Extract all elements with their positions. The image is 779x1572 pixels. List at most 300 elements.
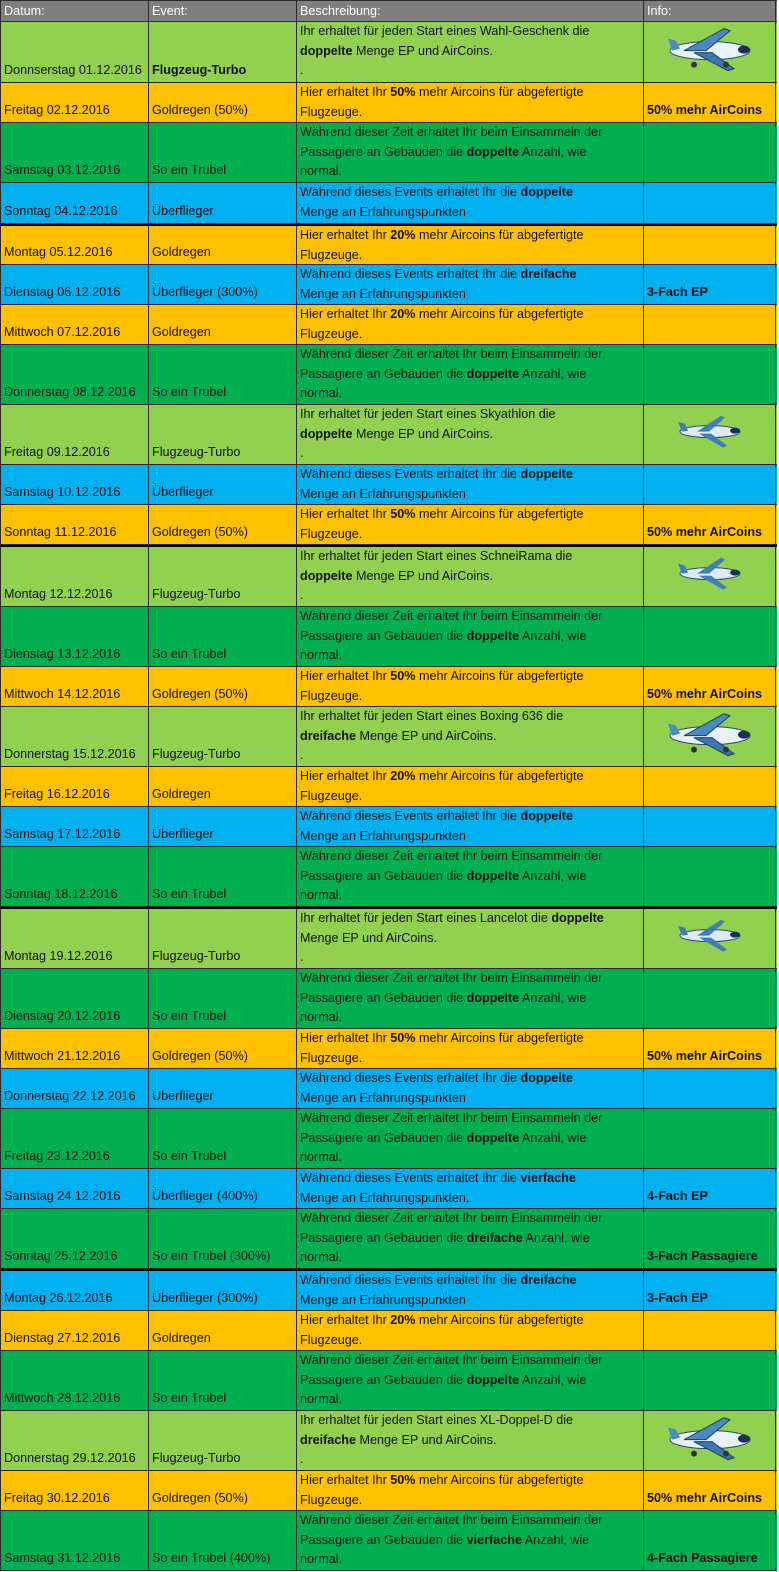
description-text: Menge EP und AirCoins. [356,1432,497,1447]
info-cell [644,405,776,464]
date-cell: Samstag 17.12.2016 [0,807,149,846]
description-cell [297,707,644,766]
description-text: Ihr erhaltet für jeden Start eines XL-Doppel-D die [300,1413,574,1427]
description-cell [297,607,644,666]
description-text: Passagiere an Gebäuden die [300,990,467,1005]
description-text: Anzahl, wie [521,1532,590,1547]
description-text: Menge an Erfahrungspunkten [300,828,466,843]
event-cell: So ein Trubel [149,345,297,404]
description-text: Hier erhaltet Ihr [300,669,391,683]
date-cell: Freitag 30.12.2016 [0,1471,149,1510]
description-text: normal. [300,386,342,401]
description-emphasis: 50% [390,85,416,99]
description-cell [297,226,644,264]
description-emphasis: doppelte [466,868,520,883]
date-cell: Donnerstag 29.12.2016 [0,1411,149,1470]
info-cell [644,767,776,806]
table-row [0,907,777,969]
table-row [0,505,777,545]
table-row [0,1169,777,1209]
description-cell [297,183,644,223]
description-text: Anzahl, wie [519,1372,587,1387]
description-text: Ihr erhaltet für jeden Start eines Boxing 636 die [300,709,564,723]
event-cell: Überflieger [149,183,297,223]
description-cell [297,305,644,344]
description-emphasis: doppelte [300,568,353,583]
description-emphasis: 50% [390,669,416,683]
info-cell [644,1471,776,1510]
description-text: Während dieser Zeit erhaltet Ihr beim Einsammeln der [300,347,603,361]
description-text: mehr Aircoins für abgefertigte [415,1473,584,1487]
date-cell: Donnserstag 01.12.2016 [0,22,149,82]
description-text: Hier erhaltet Ihr [300,1313,391,1327]
table-row [0,1511,777,1571]
description-text: Anzahl, wie [519,990,587,1005]
description-text: Während dieses Events erhaltet Ihr die [300,267,521,281]
date-cell: Sonntag 25.12.2016 [0,1209,149,1268]
event-cell: Überflieger [149,1069,297,1108]
description-text: normal. [300,1150,342,1165]
event-cell: Goldregen [149,305,297,344]
info-cell [644,465,776,504]
header-event: Event: [149,1,297,21]
description-text: Während dieser Zeit erhaltet Ihr beim Einsammeln der [300,1353,603,1367]
header-info: Info: [644,1,776,21]
description-text: Hier erhaltet Ihr [300,228,391,242]
info-cell [644,1209,776,1268]
event-cell: Flugzeug-Turbo [149,22,297,82]
description-text: Während dieser Zeit erhaltet Ihr beim Einsammeln der [300,849,603,863]
table-row [0,1351,777,1411]
info-label: 50% mehr AirCoins [647,1049,763,1064]
description-text: Menge EP und AirCoins. [300,930,437,945]
date-cell: Mittwoch 14.12.2016 [0,667,149,706]
description-text: normal. [300,648,342,663]
description-emphasis: doppelte [466,366,520,381]
date-cell: Freitag 16.12.2016 [0,767,149,806]
info-label: 50% mehr AirCoins [647,1491,763,1506]
date-cell: Sonntag 18.12.2016 [0,847,149,906]
description-text: . [300,588,304,603]
description-cell [297,1169,644,1208]
description-text: Während dieses Events erhaltet Ihr die [300,1171,521,1185]
info-label: 50% mehr AirCoins [647,525,763,540]
description-text: Hier erhaltet Ihr [300,307,391,321]
date-cell: Mittwoch 21.12.2016 [0,1029,149,1068]
description-text: normal. [300,164,342,179]
description-emphasis: 20% [390,307,416,321]
table-row [0,1209,777,1269]
description-emphasis: 20% [390,1313,416,1327]
event-cell: Goldregen [149,1311,297,1350]
description-text: Ihr erhaltet für jeden Start eines Wahl-Geschenk die [300,24,590,38]
description-text: mehr Aircoins für abgefertigte [415,307,584,321]
event-cell: Goldregen (50%) [149,1471,297,1510]
description-text: Menge an Erfahrungspunkten [300,204,466,219]
description-emphasis: dreifache [466,1230,523,1245]
table-row [0,83,777,123]
description-cell [297,405,644,464]
info-cell [644,847,776,906]
description-text: mehr Aircoins für abgefertigte [415,228,584,242]
description-cell [297,909,644,968]
description-cell [297,1471,644,1510]
description-cell [297,1351,644,1410]
description-emphasis: dreifache [300,728,356,743]
event-cell: Überflieger (400%) [149,1169,297,1208]
description-cell [297,767,644,806]
description-text: . [300,446,304,461]
description-emphasis: vierfache [466,1532,522,1547]
info-cell [644,265,776,304]
description-emphasis: doppelte [466,1130,520,1145]
description-cell [297,547,644,606]
description-text: normal. [300,1552,342,1567]
description-text: Während dieses Events erhaltet Ihr die [300,1071,521,1085]
table-row [0,807,777,847]
info-cell [644,305,776,344]
description-emphasis: doppelte [520,467,573,481]
description-text: Menge an Erfahrungspunkten [300,486,466,501]
info-cell [644,547,776,606]
description-text: normal. [300,1250,342,1265]
info-label: 3-Fach EP [647,1291,708,1306]
date-cell: Freitag 02.12.2016 [0,83,149,122]
date-cell: Freitag 23.12.2016 [0,1109,149,1168]
date-cell: Dienstag 13.12.2016 [0,607,149,666]
description-text: mehr Aircoins für abgefertigte [415,1313,584,1327]
description-emphasis: dreifache [520,1273,577,1287]
description-text: Während dieses Events erhaltet Ihr die [300,185,521,199]
description-cell [297,1311,644,1350]
description-text: Während dieser Zeit erhaltet Ihr beim Einsammeln der [300,125,603,139]
description-text: mehr Aircoins für abgefertigte [415,85,584,99]
description-text: Anzahl, wie [519,366,587,381]
xl-doppel-d-plane-icon [664,1411,756,1470]
description-text: Anzahl, wie [519,144,587,159]
table-row [0,969,777,1029]
description-text: Flugzeuge. [300,1332,363,1347]
description-text: Flugzeuge. [300,788,363,803]
description-text: Hier erhaltet Ihr [300,507,391,521]
table-row [0,345,777,405]
table-row [0,465,777,505]
boxing-636-plane-icon [664,707,756,766]
description-emphasis: doppelte [466,990,520,1005]
description-text: mehr Aircoins für abgefertigte [415,507,584,521]
description-emphasis: 50% [390,1031,416,1045]
description-emphasis: 20% [390,228,416,242]
info-cell [644,1029,776,1068]
event-cell: Goldregen [149,767,297,806]
description-text: Flugzeuge. [300,526,363,541]
info-cell [644,807,776,846]
description-text: . [300,950,304,965]
info-cell [644,1411,776,1470]
date-cell: Montag 19.12.2016 [0,909,149,968]
event-cell: So ein Trubel [149,847,297,906]
description-emphasis: dreifache [300,1432,356,1447]
description-text: Flugzeuge. [300,326,363,341]
description-text: . [300,1452,304,1467]
skyathlon-plane-icon [675,409,745,460]
description-cell [297,505,644,544]
table-row [0,183,777,224]
table-row [0,707,777,767]
info-label: 3-Fach Passagiere [647,1249,758,1264]
date-cell: Dienstag 06.12.2016 [0,265,149,304]
description-cell [297,345,644,404]
table-row [0,123,777,183]
description-emphasis: doppelte [520,185,573,199]
event-cell: Flugzeug-Turbo [149,707,297,766]
event-cell: So ein Trubel [149,1351,297,1410]
table-row [0,305,777,345]
description-cell [297,83,644,122]
event-cell: So ein Trubel (300%) [149,1209,297,1268]
description-cell [297,847,644,906]
info-cell [644,345,776,404]
description-text: Während dieses Events erhaltet Ihr die [300,809,521,823]
description-text: normal. [300,888,342,903]
date-cell: Mittwoch 07.12.2016 [0,305,149,344]
event-cell: Goldregen (50%) [149,505,297,544]
description-text: Passagiere an Gebäuden die [300,1372,467,1387]
description-text: Passagiere an Gebäuden die [300,366,467,381]
date-cell: Freitag 09.12.2016 [0,405,149,464]
description-emphasis: doppelte [466,1372,520,1387]
description-text: Hier erhaltet Ihr [300,85,391,99]
description-cell [297,667,644,706]
info-cell [644,226,776,264]
description-cell [297,1411,644,1470]
table-row [0,1411,777,1471]
info-cell [644,505,776,544]
date-cell: Sonntag 04.12.2016 [0,183,149,223]
table-row [0,265,777,305]
table-row [0,847,777,907]
info-label: 50% mehr AirCoins [647,103,763,118]
description-text: Während dieser Zeit erhaltet Ihr beim Einsammeln der [300,1513,603,1527]
description-emphasis: 50% [390,1473,416,1487]
description-emphasis: doppelte [300,426,353,441]
description-text: Flugzeuge. [300,247,363,262]
description-text: Anzahl, wie [522,1230,590,1245]
description-text: Passagiere an Gebäuden die [300,144,467,159]
event-cell: Goldregen (50%) [149,83,297,122]
description-text: Ihr erhaltet für jeden Start eines Skyathlon die [300,407,556,421]
info-cell [644,969,776,1028]
description-cell [297,1511,644,1570]
date-cell: Montag 05.12.2016 [0,226,149,264]
description-emphasis: dreifache [520,267,577,281]
description-text: Anzahl, wie [519,628,587,643]
header-beschreibung: Beschreibung: [297,1,644,21]
table-row [0,1311,777,1351]
description-emphasis: vierfache [520,1171,576,1185]
schneirama-plane-icon [675,551,745,602]
description-text: Anzahl, wie [519,1130,587,1145]
table-row [0,405,777,465]
description-emphasis: doppelte [520,809,573,823]
description-text: mehr Aircoins für abgefertigte [415,1031,584,1045]
description-cell [297,465,644,504]
description-text: Menge an Erfahrungspunkten [300,1090,466,1105]
description-text: Während dieses Events erhaltet Ihr die [300,1273,521,1287]
table-row [0,1471,777,1511]
description-text: Menge EP und AirCoins. [352,568,493,583]
description-text: Menge an Erfahrungspunkten [300,1292,466,1307]
event-cell: So ein Trubel (400%) [149,1511,297,1570]
description-emphasis: doppelte [520,1071,573,1085]
date-cell: Donnerstag 08.12.2016 [0,345,149,404]
info-cell [644,1109,776,1168]
date-cell: Donnerstag 22.12.2016 [0,1069,149,1108]
event-cell: So ein Trubel [149,969,297,1028]
description-text: Flugzeuge. [300,688,363,703]
description-text: Hier erhaltet Ihr [300,769,391,783]
info-cell [644,607,776,666]
info-cell [644,1311,776,1350]
description-text: . [300,63,304,78]
event-cell: Überflieger [149,807,297,846]
description-text: Während dieser Zeit erhaltet Ihr beim Einsammeln der [300,609,603,623]
description-emphasis: doppelte [466,144,520,159]
event-cell: Flugzeug-Turbo [149,405,297,464]
table-row [0,767,777,807]
event-cell: Flugzeug-Turbo [149,547,297,606]
wahl-geschenk-plane-icon [664,22,756,82]
description-emphasis: 50% [390,507,416,521]
description-text: Menge EP und AirCoins. [352,426,493,441]
info-label: 3-Fach EP [647,285,708,300]
info-cell [644,909,776,968]
description-text: . [300,748,304,763]
info-cell [644,1271,776,1310]
date-cell: Montag 26.12.2016 [0,1271,149,1310]
description-text: Hier erhaltet Ihr [300,1473,391,1487]
table-row [0,607,777,667]
description-text: Menge an Erfahrungspunkten. [300,1190,470,1205]
description-cell [297,123,644,182]
date-cell: Donnerstag 15.12.2016 [0,707,149,766]
description-cell [297,1069,644,1108]
description-emphasis: doppelte [551,911,604,925]
table-row [0,1109,777,1169]
date-cell: Samstag 10.12.2016 [0,465,149,504]
description-text: Flugzeuge. [300,104,363,119]
date-cell: Dienstag 27.12.2016 [0,1311,149,1350]
description-emphasis: doppelte [300,43,353,58]
event-cell: Überflieger (300%) [149,265,297,304]
description-cell [297,265,644,304]
description-cell [297,1029,644,1068]
event-cell: Flugzeug-Turbo [149,909,297,968]
date-cell: Sonntag 11.12.2016 [0,505,149,544]
event-cell: So ein Trubel [149,123,297,182]
table-row [0,1029,777,1069]
table-row [0,667,777,707]
table-row [0,545,777,607]
date-cell: Samstag 03.12.2016 [0,123,149,182]
description-text: Ihr erhaltet für jeden Start eines Lancelot die [300,911,552,925]
event-cell: So ein Trubel [149,1109,297,1168]
description-text: Menge an Erfahrungspunkten [300,286,466,301]
description-text: mehr Aircoins für abgefertigte [415,669,584,683]
description-emphasis: 20% [390,769,416,783]
description-cell [297,969,644,1028]
description-emphasis: doppelte [466,628,520,643]
description-text: Menge EP und AirCoins. [356,728,497,743]
lancelot-plane-icon [675,913,745,964]
info-cell [644,1169,776,1208]
description-text: Flugzeuge. [300,1492,363,1507]
date-cell: Dienstag 20.12.2016 [0,969,149,1028]
description-text: normal. [300,1010,342,1025]
description-cell [297,1271,644,1310]
description-cell [297,1109,644,1168]
description-text: Passagiere an Gebäuden die [300,1532,467,1547]
date-cell: Samstag 24.12.2016 [0,1169,149,1208]
table-row [0,1069,777,1109]
description-text: Hier erhaltet Ihr [300,1031,391,1045]
info-cell [644,183,776,223]
event-cell: Überflieger [149,465,297,504]
description-text: Menge EP und AirCoins. [352,43,493,58]
description-text: Passagiere an Gebäuden die [300,1230,467,1245]
info-cell [644,1069,776,1108]
info-cell [644,1351,776,1410]
table-body [0,22,777,1571]
description-text: Passagiere an Gebäuden die [300,868,467,883]
description-cell [297,22,644,82]
description-text: Während dieser Zeit erhaltet Ihr beim Einsammeln der [300,1211,603,1225]
description-text: Passagiere an Gebäuden die [300,628,467,643]
header-datum: Datum: [0,1,149,21]
info-label: 4-Fach EP [647,1189,708,1204]
description-text: Während dieser Zeit erhaltet Ihr beim Einsammeln der [300,971,603,985]
date-cell: Montag 12.12.2016 [0,547,149,606]
date-cell: Samstag 31.12.2016 [0,1511,149,1570]
date-cell: Mittwoch 28.12.2016 [0,1351,149,1410]
description-text: Ihr erhaltet für jeden Start eines SchneiRama die [300,549,573,563]
event-cell: Goldregen (50%) [149,1029,297,1068]
event-cell: Goldregen [149,226,297,264]
description-cell [297,807,644,846]
info-cell [644,123,776,182]
info-cell [644,22,776,82]
description-text: Anzahl, wie [519,868,587,883]
description-text: Während dieses Events erhaltet Ihr die [300,467,521,481]
info-cell [644,1511,776,1570]
description-text: Während dieser Zeit erhaltet Ihr beim Einsammeln der [300,1111,603,1125]
table-row [0,22,777,83]
info-label: 50% mehr AirCoins [647,687,763,702]
info-label: 4-Fach Passagiere [647,1551,758,1566]
info-cell [644,667,776,706]
description-text: Passagiere an Gebäuden die [300,1130,467,1145]
event-cell: Überflieger (300%) [149,1271,297,1310]
description-cell [297,1209,644,1268]
event-cell: Goldregen (50%) [149,667,297,706]
event-cell: So ein Trubel [149,607,297,666]
description-text: mehr Aircoins für abgefertigte [415,769,584,783]
info-cell [644,83,776,122]
table-header-row [0,0,777,22]
info-cell [644,707,776,766]
table-row [0,1269,777,1311]
description-text: normal. [300,1392,342,1407]
